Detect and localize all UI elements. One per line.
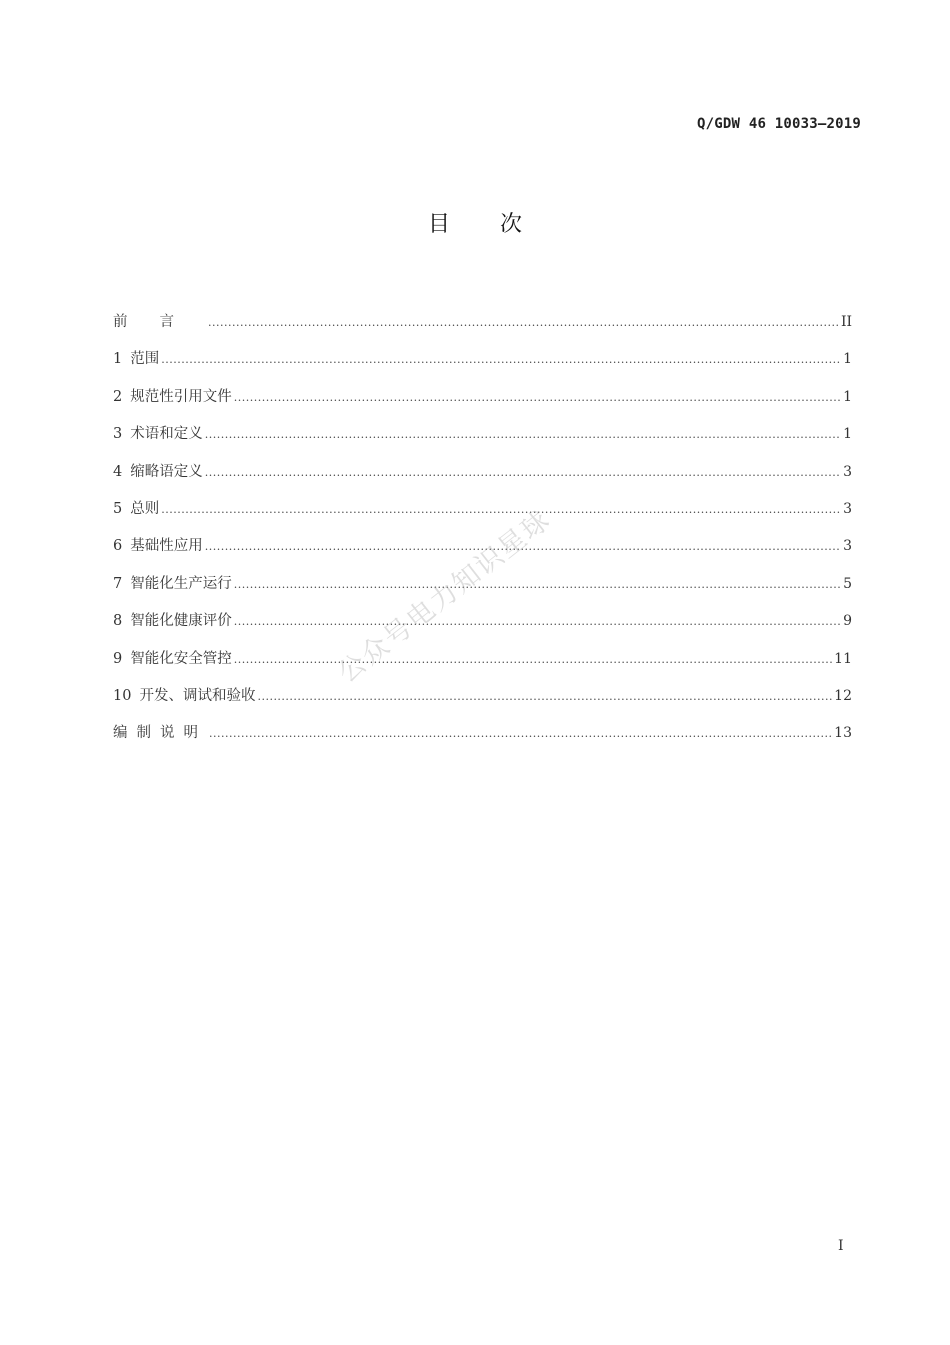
leader-dots	[234, 391, 841, 404]
leader-dots	[205, 428, 841, 441]
toc-entry[interactable]	[113, 684, 852, 721]
toc-page: 9	[843, 613, 852, 630]
toc-label: 范围	[130, 351, 160, 368]
toc-page: 5	[843, 575, 852, 592]
toc-entry[interactable]	[113, 647, 852, 684]
toc-label: 前言	[113, 314, 206, 330]
toc-entry-preface[interactable]	[113, 310, 852, 347]
toc-num: 3	[113, 426, 123, 443]
toc-num: 4	[113, 463, 123, 480]
leader-dots	[257, 690, 832, 703]
toc-label: 基础性应用	[130, 538, 203, 555]
watermark: 公众号电力知识星球	[332, 503, 558, 690]
toc-page: 12	[834, 687, 852, 704]
leader-dots	[208, 316, 839, 329]
toc-entry[interactable]	[113, 347, 852, 384]
toc-num: 1	[113, 351, 123, 368]
toc-num: 8	[113, 613, 123, 630]
toc-page: 3	[843, 538, 852, 555]
toc-entry[interactable]	[113, 460, 852, 497]
toc-entry-compilation-notes[interactable]	[113, 721, 852, 758]
leader-dots	[161, 353, 841, 366]
toc-page: 11	[834, 650, 852, 667]
toc-page: 13	[834, 725, 852, 742]
toc-label: 开发、调试和验收	[139, 687, 256, 704]
toc-num: 7	[113, 575, 123, 592]
leader-dots	[234, 578, 841, 591]
toc-label: 智能化生产运行	[130, 575, 232, 592]
toc-page: 3	[843, 500, 852, 517]
leader-dots	[161, 503, 841, 516]
toc-label: 术语和定义	[130, 426, 203, 443]
toc-entry[interactable]	[113, 422, 852, 459]
toc-label: 智能化健康评价	[130, 613, 232, 630]
document-code: Q/GDW 46 10033—2019	[697, 116, 861, 132]
page-title: 目次	[427, 212, 572, 237]
page-number: I	[838, 1238, 844, 1254]
toc-page: 3	[843, 463, 852, 480]
leader-dots	[234, 615, 841, 628]
toc-page: 1	[843, 388, 852, 405]
toc-page: 1	[843, 351, 852, 368]
toc-num: 9	[113, 650, 123, 667]
toc-entry[interactable]	[113, 497, 852, 534]
toc-label: 总则	[130, 500, 160, 517]
toc-page: 1	[843, 426, 852, 443]
toc-num: 5	[113, 500, 123, 517]
leader-dots	[234, 653, 832, 666]
leader-dots	[209, 727, 832, 740]
toc-page: II	[840, 314, 852, 330]
toc-num: 6	[113, 538, 123, 555]
toc-num: 2	[113, 388, 123, 405]
table-of-contents	[113, 310, 852, 759]
toc-num: 10	[113, 687, 132, 704]
toc-label: 编制说明	[113, 725, 207, 742]
toc-entry[interactable]	[113, 609, 852, 646]
toc-entry[interactable]	[113, 385, 852, 422]
toc-label: 智能化安全管控	[130, 650, 232, 667]
toc-label: 缩略语定义	[130, 463, 203, 480]
leader-dots	[205, 466, 841, 479]
toc-label: 规范性引用文件	[130, 388, 232, 405]
